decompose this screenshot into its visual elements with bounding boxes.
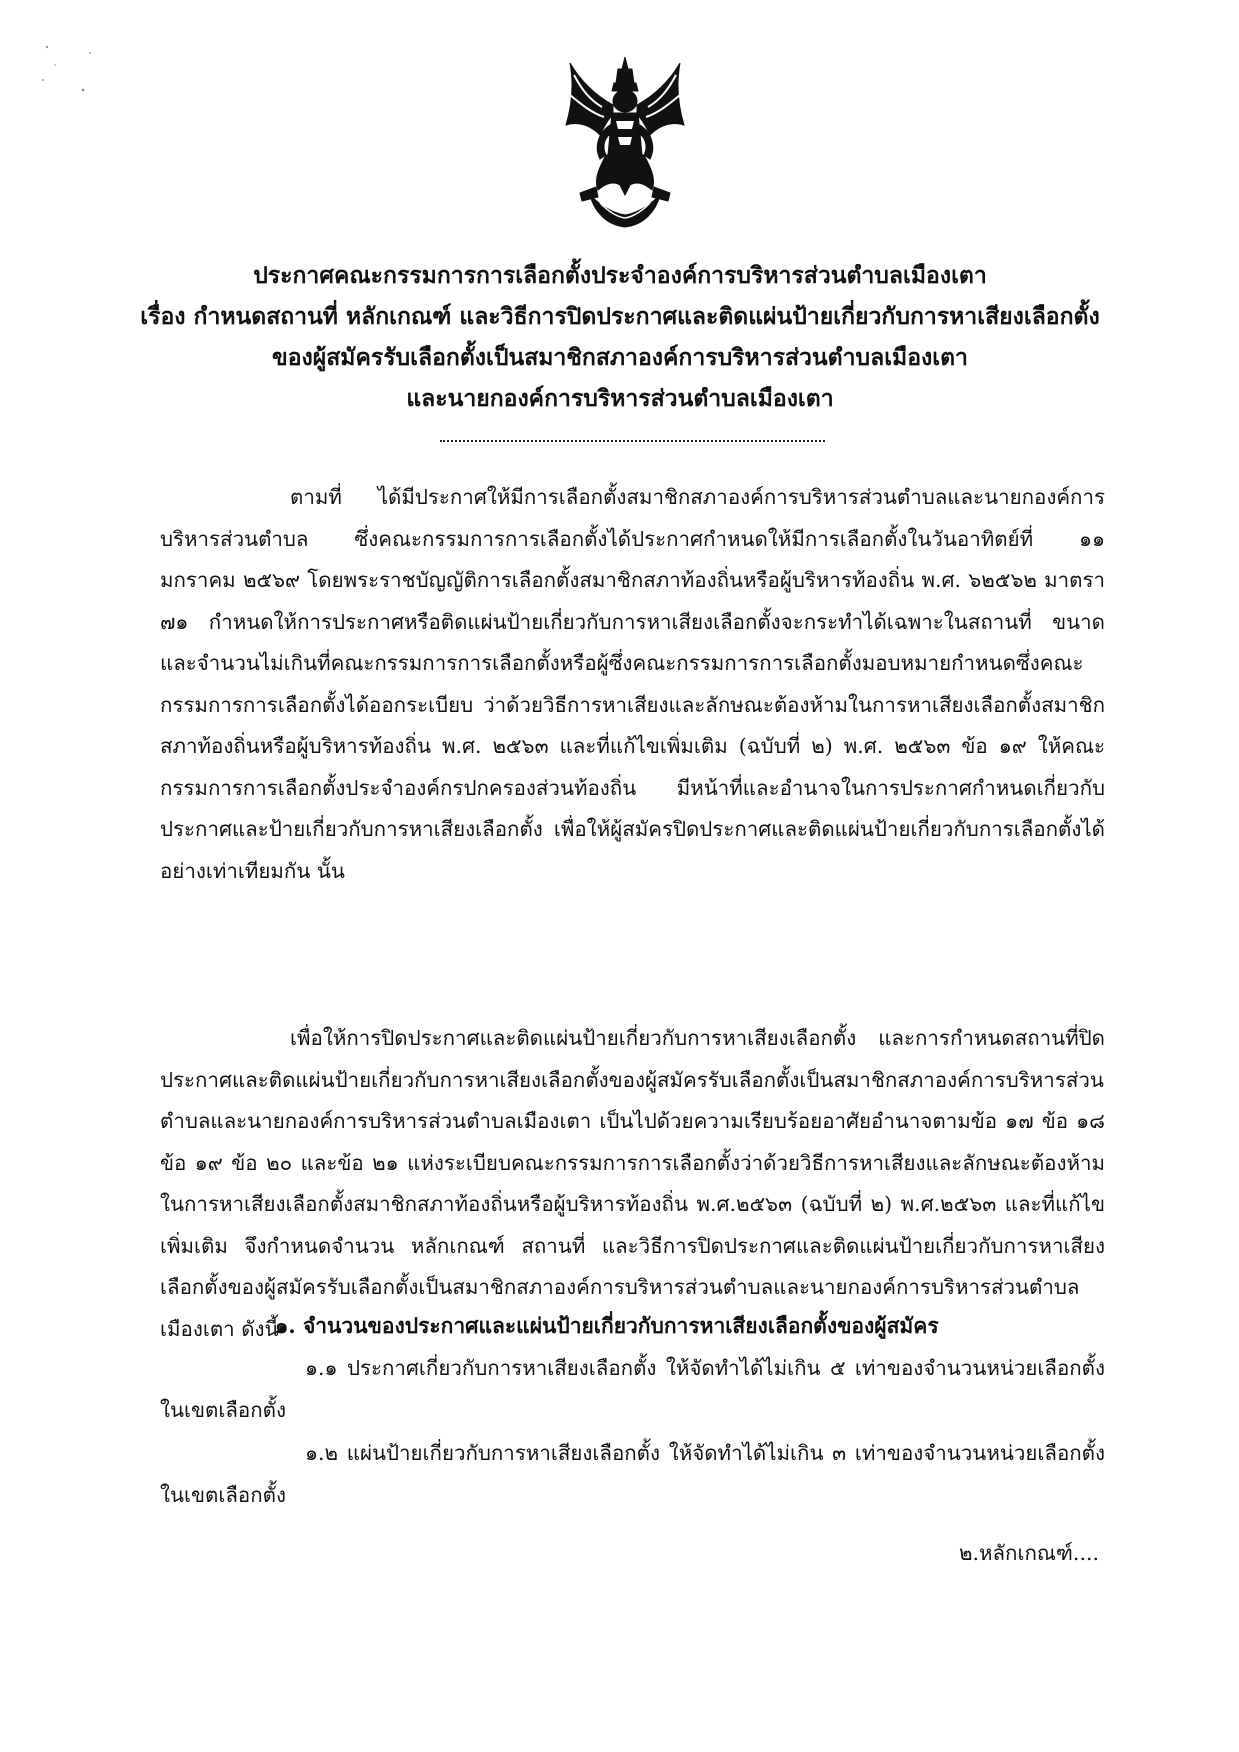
dotted-divider: [440, 440, 825, 442]
announcement-title: ประกาศคณะกรรมการการเลือกตั้งประจำองค์การบริหารส่วนตำบลเมืองเตา: [253, 262, 987, 289]
body-paragraph-2: เพื่อให้การปิดประกาศและติดแผ่นป้ายเกี่ยวกับการหาเสียงเลือกตั้ง และการกำหนดสถานที่ปิดประกาศและติดแผ่นป้ายเกี่ยวกับการหาเสียงเลือกตั้งของผู้สมัครรับเลือกตั้งเป็นสมาชิกสภาองค์การบริหารส่วนตำบลและนายกองค์การบริหารส่วนตำบลเมืองเตา เป็นไปด้วยความเรียบร้อยอาศัยอำนาจตามข้อ ๑๗ ข้อ ๑๘ ข้อ ๑๙ ข้อ ๒๐ และข้อ ๒๑ แห่งระเบียบคณะกรรมการการเลือกตั้งว่าด้วยวิธีการหาเสียงและลักษณะต้องห้ามในการหาเสียงเลือกตั้งสมาชิกสภาท้องถิ่นหรือผู้บริหารท้องถิ่น พ.ศ.๒๕๖๓ (ฉบับที่ ๒) พ.ศ.๒๕๖๓ และที่แก้ไขเพิ่มเติม จึงกำหนดจำนวน หลักเกณฑ์ สถานที่ และวิธีการปิดประกาศและติดแผ่นป้ายเกี่ยวกับการหาเสียงเลือกตั้งของผู้สมัครรับเลือกตั้งเป็นสมาชิกสภาองค์การบริหารส่วนตำบลและนายกองค์การบริหารส่วนตำบลเมืองเตา ดังนี้: [160, 1026, 1105, 1341]
item-1-2: ๑.๒ แผ่นป้ายเกี่ยวกับการหาเสียงเลือกตั้ง ให้จัดทำได้ไม่เกิน ๓ เท่าของจำนวนหน่วยเลือกตั้งในเขตเลือกตั้ง: [160, 1441, 1105, 1507]
scan-specks: [35, 35, 125, 115]
garuda-emblem-icon: [560, 55, 690, 230]
announcement-subject: เรื่อง กำหนดสถานที่ หลักเกณฑ์ และวิธีการปิดประกาศและติดแผ่นป้ายเกี่ยวกับการหาเสียงเลือกตั้ง: [140, 303, 1100, 330]
section-1-title: ๑. จำนวนของประกาศและแผ่นป้ายเกี่ยวกับการหาเสียงเลือกตั้งของผู้สมัคร: [275, 1313, 939, 1338]
item-1-1: ๑.๑ ประกาศเกี่ยวกับการหาเสียงเลือกตั้ง ให้จัดทำได้ไม่เกิน ๕ เท่าของจำนวนหน่วยเลือกตั้งในเขตเลือกตั้ง: [160, 1356, 1105, 1422]
body-paragraph-1: ตามที่ ได้มีประกาศให้มีการเลือกตั้งสมาชิกสภาองค์การบริหารส่วนตำบลและนายกองค์การบริหารส่วนตำบล ซึ่งคณะกรรมการการเลือกตั้งได้ประกาศกำหนดให้มีการเลือกตั้งในวันอาทิตย์ที่ ๑๑ มกราคม ๒๕๖๙ โดยพระราชบัญญัติการเลือกตั้งสมาชิกสภาท้องถิ่นหรือผู้บริหารท้องถิ่น พ.ศ. ๖๒๕๖๒ มาตรา ๗๑ กำหนดให้การประกาศหรือติดแผ่นป้ายเกี่ยวกับการหาเสียงเลือกตั้งจะกระทำได้เฉพาะในสถานที่ ขนาดและจำนวนไม่เกินที่คณะกรรมการการเลือกตั้งหรือผู้ซึ่งคณะกรรมการการเลือกตั้งมอบหมายกำหนดซึ่งคณะกรรมการการเลือกตั้งได้ออกระเบียบ ว่าด้วยวิธีการหาเสียงและลักษณะต้องห้ามในการหาเสียงเลือกตั้งสมาชิกสภาท้องถิ่นหรือผู้บริหารท้องถิ่น พ.ศ. ๒๕๖๓ และที่แก้ไขเพิ่มเติม (ฉบับที่ ๒) พ.ศ. ๒๕๖๓ ข้อ ๑๙ ให้คณะกรรมการการเลือกตั้งประจำองค์กรปกครองส่วนท้องถิ่น มีหน้าที่และอำนาจในการประกาศกำหนดเกี่ยวกับประกาศและป้ายเกี่ยวกับการหาเสียงเลือกตั้ง เพื่อให้ผู้สมัครปิดประกาศและติดแผ่นป้ายเกี่ยวกับการเลือกตั้งได้อย่างเท่าเทียมกัน นั้น: [160, 485, 1105, 883]
continuation-marker: ๒.หลักเกณฑ์....: [958, 1541, 1099, 1565]
announcement-subject-line2: ของผู้สมัครรับเลือกตั้งเป็นสมาชิกสภาองค์การบริหารส่วนตำบลเมืองเตา: [272, 344, 968, 371]
announcement-subject-line3: และนายกองค์การบริหารส่วนตำบลเมืองเตา: [406, 385, 834, 412]
